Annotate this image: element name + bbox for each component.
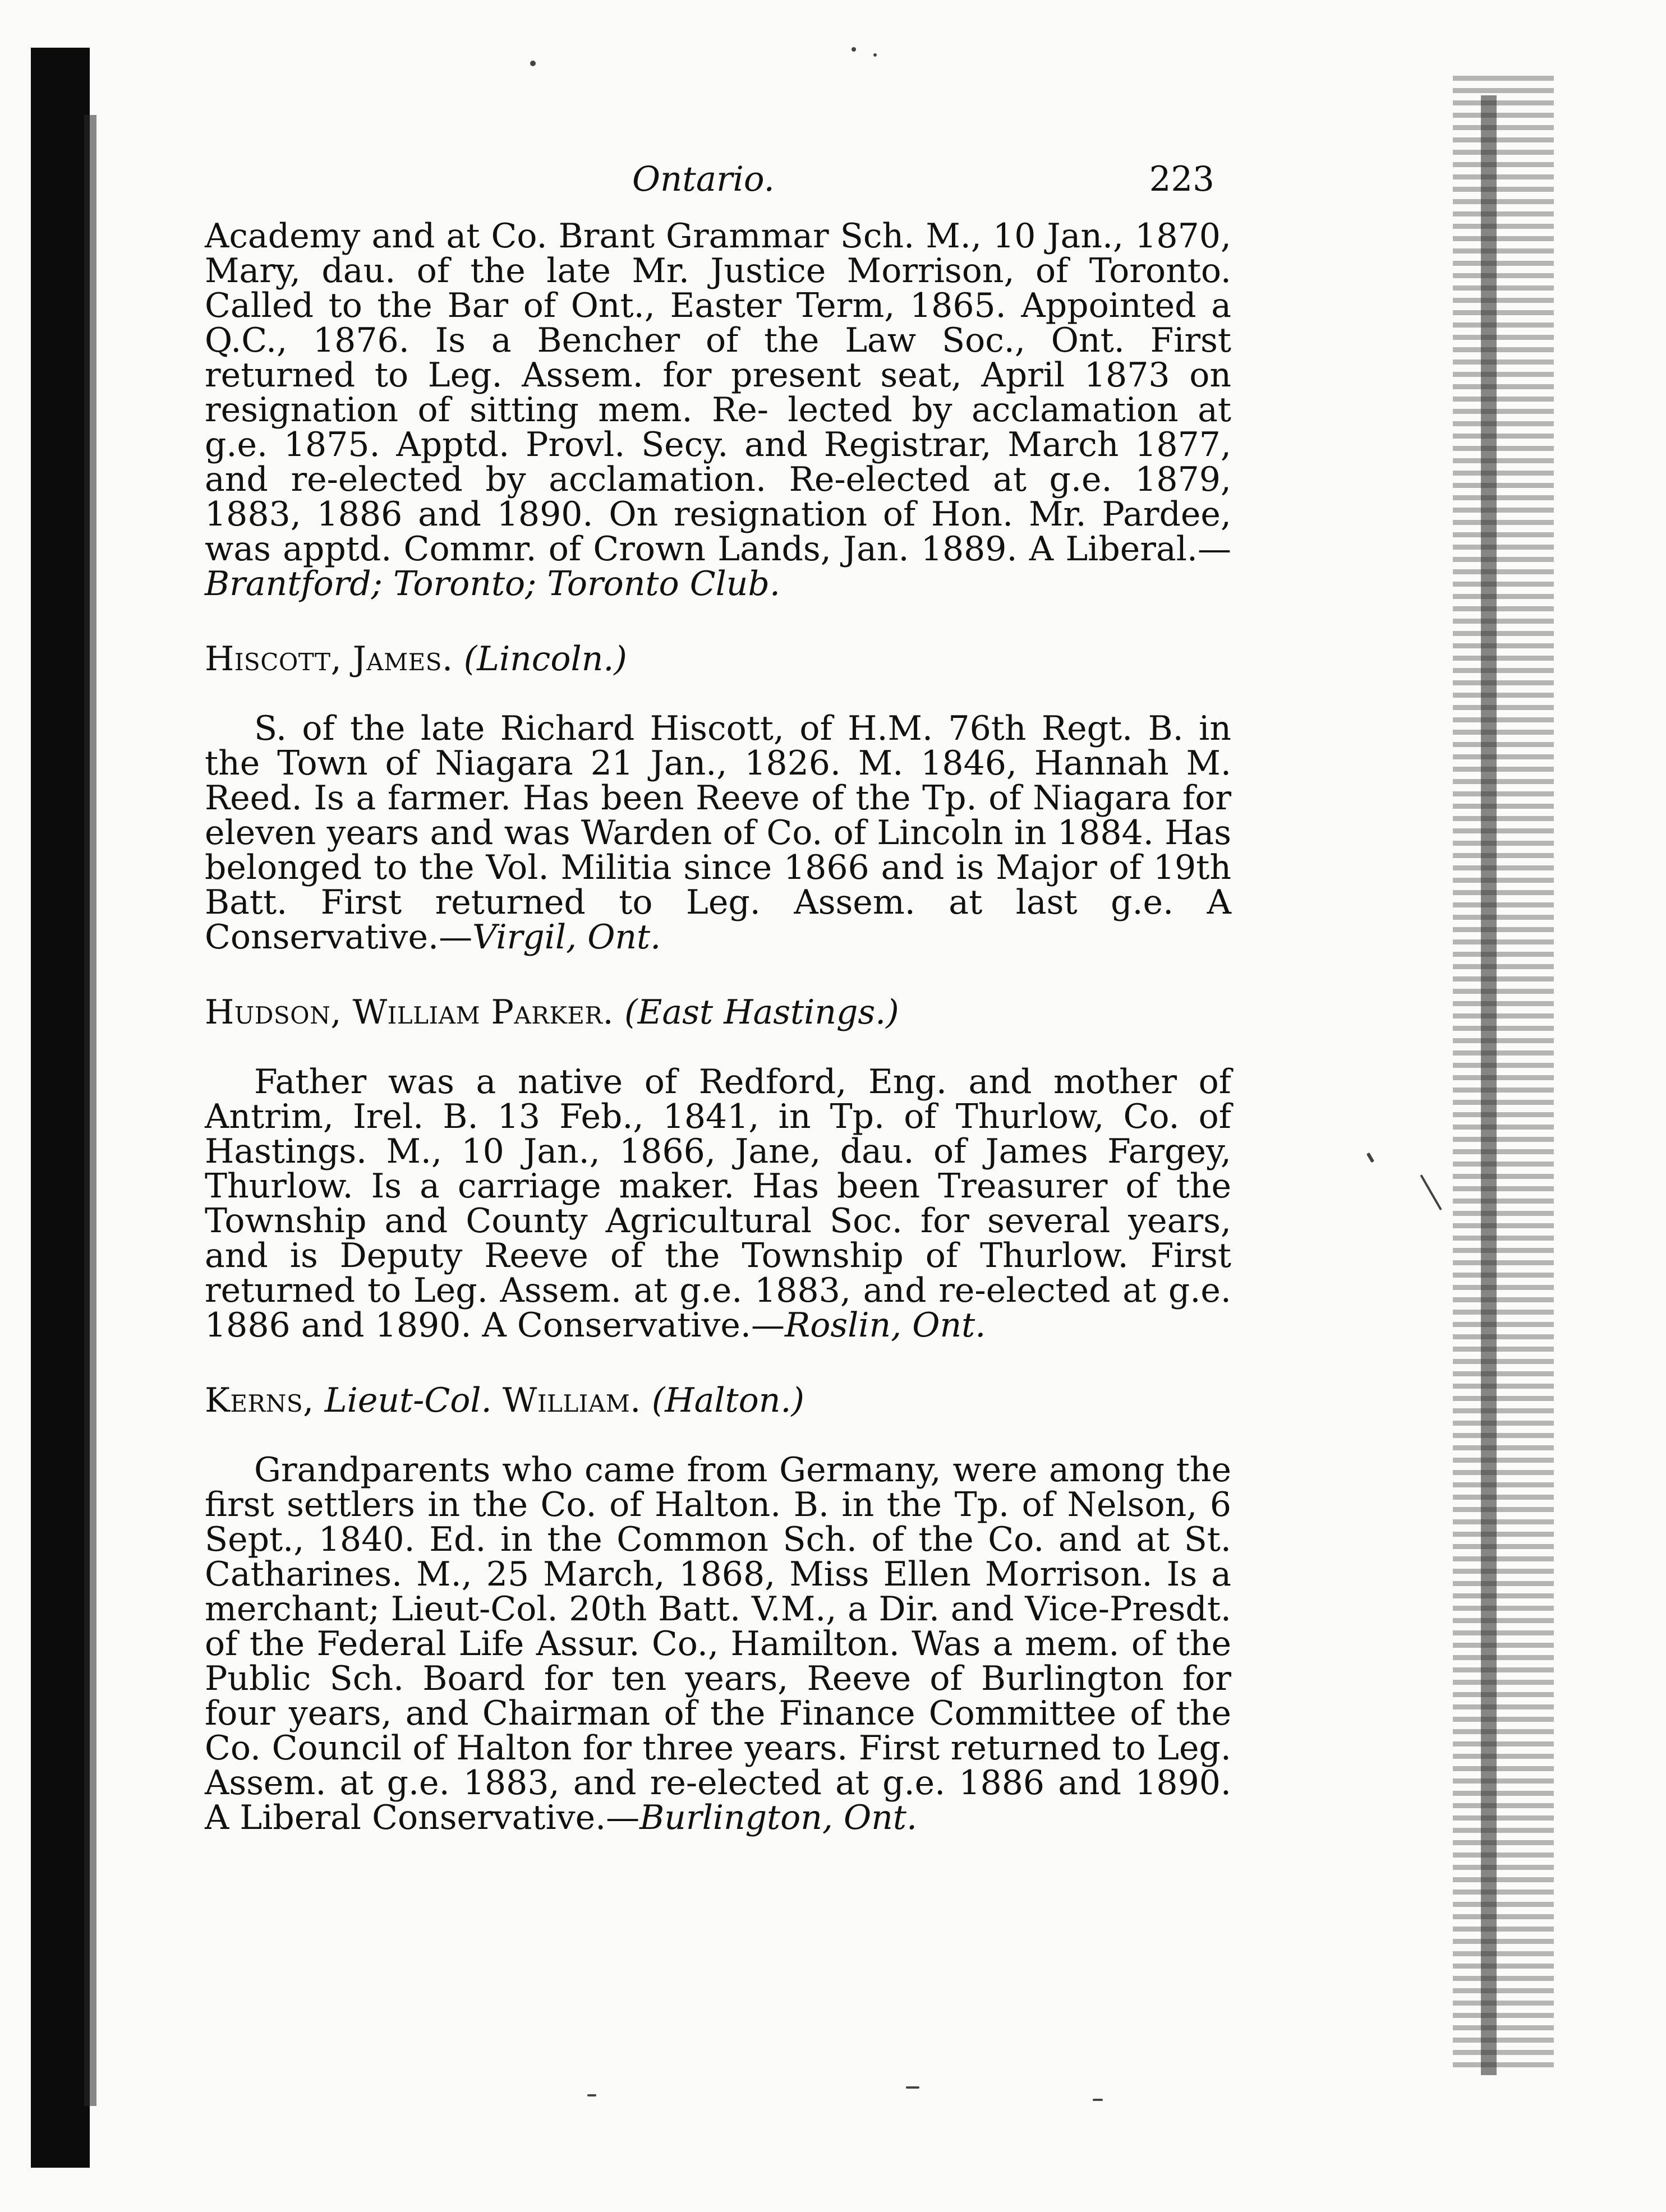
scan-speck bbox=[852, 47, 856, 52]
running-head: Ontario. bbox=[632, 159, 775, 199]
entry-continued bbox=[205, 216, 1231, 603]
entry-name: William. bbox=[502, 1381, 641, 1420]
entry-constituency: (East Hastings.) bbox=[624, 993, 899, 1032]
entry-heading bbox=[205, 1383, 1231, 1418]
entry-residence: Virgil, Ont. bbox=[472, 918, 661, 957]
entry-paragraph bbox=[205, 711, 1231, 955]
scan-speck bbox=[873, 53, 877, 57]
entry-paragraph bbox=[205, 1450, 1231, 1837]
entry-body: Father was a native of Redford, Eng. and mother of Antrim, Irel. B. 13 Feb., 1841, in Tp. of Thurlow, Co. of Hastings. M., 10 Jan., 1866, Jane, dau. of James Fargey, Thurlow. Is a carriage maker. Has been Treasurer of the Township and County Agricultural Soc. for several years, and is Deputy Reeve of the Township of Thurlow. First returned to Leg. Assem. at g.e. 1883, and re-elected at g.e. 1886 and 1890. A Conservative.— bbox=[205, 1062, 1231, 1345]
entry-heading bbox=[205, 995, 1231, 1030]
entry-body: Grandparents who came from Germany, were among the first settlers in the Co. of Halton. B. in the Tp. of Nelson, 6 Sept., 1840. Ed. in the Common Sch. of the Co. and at St. Catharines. M., 25 March, 1868, Miss Ellen Morrison. Is a merchant; Lieut-Col. 20th Batt. V.M., a Dir. and Vice-Presdt. of the Federal Life Assur. Co., Hamilton. Was a mem. of the Public Sch. Board for ten years, Reeve of Burlington for four years, and Chairman of the Finance Committee of the Co. Council of Halton for three years. First returned to Leg. Assem. at g.e. 1883, and re-elected at g.e. 1886 and 1890. A Liberal Conservative.— bbox=[205, 1450, 1231, 1837]
binding-shadow bbox=[31, 48, 90, 2168]
scan-mark bbox=[1366, 1153, 1374, 1163]
entry-body: S. of the late Richard Hiscott, of H.M. 76th Regt. B. in the Town of Niagara 21 Jan., 1826. M. 1846, Hannah M. Reed. Is a farmer. Has been Reeve of the Tp. of Niagara for eleven years and was Warden of Co. of Lincoln in 1884. Has belonged to the Vol. Militia since 1866 and is Major of 19th Batt. First returned to Leg. Assem. at last g.e. A Conservative.— bbox=[205, 709, 1231, 957]
scan-speck bbox=[906, 2086, 919, 2089]
page-edge-noise bbox=[1453, 76, 1554, 2072]
entry-constituency: (Lincoln.) bbox=[463, 639, 627, 679]
page-content bbox=[205, 216, 1231, 1837]
entry-residence: Burlington, Ont. bbox=[639, 1798, 918, 1837]
scan-speck bbox=[1093, 2099, 1103, 2101]
scan-mark bbox=[1420, 1174, 1442, 1210]
entry-constituency: (Halton.) bbox=[651, 1381, 804, 1420]
entry-heading bbox=[205, 639, 1231, 679]
entry-name: Hiscott, James. bbox=[205, 639, 453, 679]
page-number: 223 bbox=[1149, 159, 1214, 199]
scan-speck bbox=[530, 61, 536, 66]
entry-body: Academy and at Co. Brant Grammar Sch. M., 10 Jan., 1870, Mary, dau. of the late Mr. Justice Morrison, of Toronto. Called to the Bar of Ont., Easter Term, 1865. Appointed a Q.C., 1876. Is a Bencher of the Law Soc., Ont. First returned to Leg. Assem. for present seat, April 1873 on resignation of sitting mem. Re- lected by acclamation at g.e. 1875. Apptd. Provl. Secy. and Registrar, March 1877, and re-elected by acclamation. Re-elected at g.e. 1879, 1883, 1886 and 1890. On resignation of Hon. Mr. Pardee, was apptd. Commr. of Crown Lands, Jan. 1889. A Liberal.— bbox=[205, 216, 1231, 569]
page-header bbox=[205, 154, 1214, 205]
entry-residence: Brantford; Toronto; Toronto Club. bbox=[205, 564, 780, 603]
page-edge-shadow bbox=[1481, 95, 1497, 2075]
scan-speck bbox=[587, 2094, 596, 2096]
entry-name: Hudson, William Parker. bbox=[205, 993, 614, 1032]
entry-name: Kerns, bbox=[205, 1381, 314, 1420]
entry-paragraph bbox=[205, 1064, 1231, 1343]
entry-title: Lieut-Col. bbox=[324, 1381, 492, 1420]
entry-residence: Roslin, Ont. bbox=[785, 1306, 986, 1345]
